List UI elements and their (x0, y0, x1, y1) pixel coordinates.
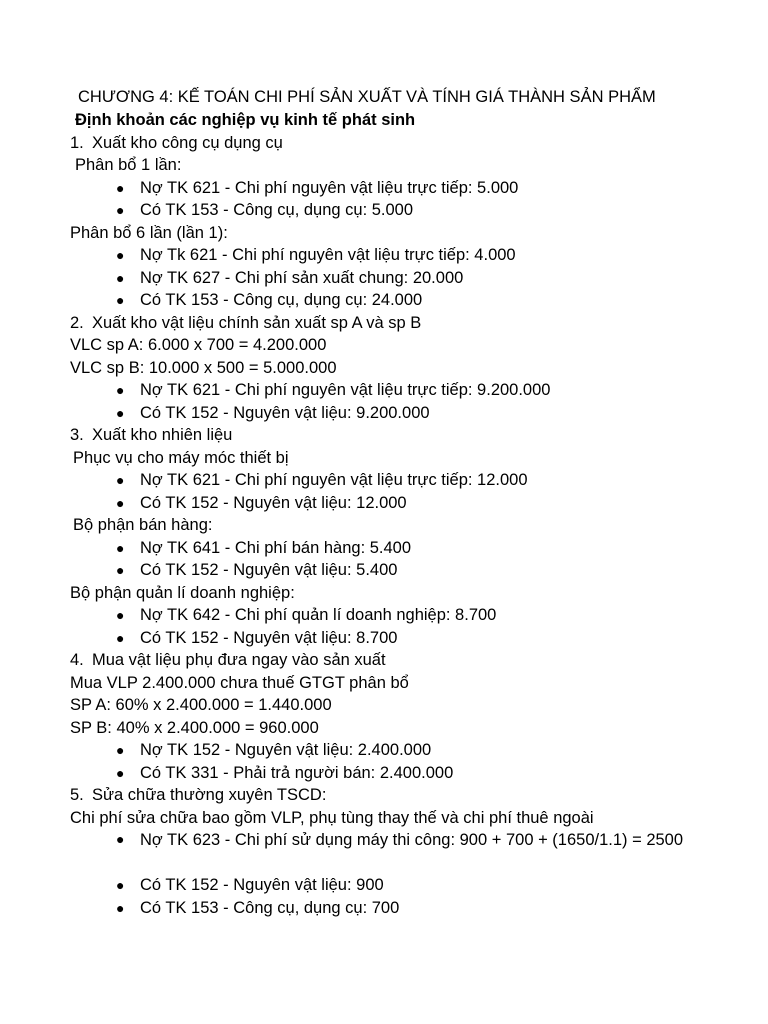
list-item-text: Có TK 153 - Công cụ, dụng cụ: 700 (140, 899, 400, 917)
allocation-label: Phân bổ 6 lần (lần 1): (70, 224, 228, 242)
bullet-icon: ● (116, 742, 125, 758)
list-item-text: Có TK 153 - Công cụ, dụng cụ: 24.000 (140, 291, 423, 309)
list-item-text: Nợ TK 621 - Chi phí nguyên vật liệu trực tiếp: 12.000 (140, 471, 528, 489)
section-2-heading (70, 313, 724, 333)
section-heading-text: Mua vật liệu phụ đưa ngay vào sản xuất (92, 651, 386, 669)
bullet-icon: ● (116, 540, 125, 556)
list-item-text: Có TK 152 - Nguyên vật liệu: 9.200.000 (140, 404, 430, 422)
calculation-line: SP A: 60% x 2.400.000 = 1.440.000 (70, 696, 332, 714)
list-item-text: Có TK 152 - Nguyên vật liệu: 12.000 (140, 494, 407, 512)
list-item-text: Nợ Tk 621 - Chi phí nguyên vật liệu trực tiếp: 4.000 (140, 246, 516, 264)
calculation-line: VLC sp A: 6.000 x 700 = 4.200.000 (70, 336, 327, 354)
section-5-heading (70, 785, 724, 805)
list-item-text: Nợ TK 623 - Chi phí sử dụng máy thi công: 900 + 700 + (1650/1.1) = 2500 (140, 831, 684, 849)
group-label: Bộ phận bán hàng: (73, 516, 213, 534)
description-line: Chi phí sửa chữa bao gồm VLP, phụ tùng thay thế và chi phí thuê ngoài (70, 809, 594, 827)
section-heading-text: Xuất kho công cụ dụng cụ (92, 134, 283, 152)
bullet-icon: ● (116, 495, 125, 511)
bullet-icon: ● (116, 472, 125, 488)
list-item-text: Nợ TK 627 - Chi phí sản xuất chung: 20.000 (140, 269, 464, 287)
section-subtitle: Định khoản các nghiệp vụ kinh tế phát sinh (75, 111, 416, 129)
bullet-icon: ● (116, 202, 125, 218)
bullet-icon: ● (116, 247, 125, 263)
section-3-heading (70, 425, 724, 445)
calculation-line: SP B: 40% x 2.400.000 = 960.000 (70, 719, 319, 737)
section-heading-text: Xuất kho vật liệu chính sản xuất sp A và sp B (92, 314, 422, 332)
list-item-text: Nợ TK 642 - Chi phí quản lí doanh nghiệp: 8.700 (140, 606, 497, 624)
list-item-text: Nợ TK 621 - Chi phí nguyên vật liệu trực tiếp: 9.200.000 (140, 381, 551, 399)
list-item-text: Nợ TK 641 - Chi phí bán hàng: 5.400 (140, 539, 412, 557)
bullet-icon: ● (116, 382, 125, 398)
bullet-icon: ● (116, 607, 125, 623)
list-item (116, 829, 724, 873)
list-item-text: Có TK 331 - Phải trả người bán: 2.400.000 (140, 764, 454, 782)
section-4-heading (70, 650, 724, 670)
bullet-icon: ● (116, 765, 125, 781)
section-heading-text: Xuất kho nhiên liệu (92, 426, 233, 444)
allocation-label: Phân bổ 1 lần: (75, 156, 182, 174)
bullet-icon: ● (116, 630, 125, 646)
chapter-title: CHƯƠNG 4: KẾ TOÁN CHI PHÍ SẢN XUẤT VÀ TÍNH GIÁ THÀNH SẢN PHẨM (78, 88, 656, 106)
list-item-text: Có TK 152 - Nguyên vật liệu: 900 (140, 876, 384, 894)
calculation-line: Mua VLP 2.400.000 chưa thuế GTGT phân bổ (70, 674, 409, 692)
group-label: Phục vụ cho máy móc thiết bị (73, 449, 289, 467)
section-number: 5. (70, 786, 84, 804)
list-item-text: Có TK 153 - Công cụ, dụng cụ: 5.000 (140, 201, 414, 219)
list-item-text: Nợ TK 152 - Nguyên vật liệu: 2.400.000 (140, 741, 432, 759)
group-label: Bộ phận quản lí doanh nghiệp: (70, 584, 295, 602)
bullet-icon: ● (116, 900, 125, 916)
list-item-text: Nợ TK 621 - Chi phí nguyên vật liệu trực tiếp: 5.000 (140, 179, 519, 197)
section-number: 4. (70, 651, 84, 669)
section-heading-text: Sửa chữa thường xuyên TSCD: (92, 786, 327, 804)
section-number: 2. (70, 314, 84, 332)
bullet-icon: ● (116, 877, 125, 893)
list-item-text: Có TK 152 - Nguyên vật liệu: 5.400 (140, 561, 398, 579)
calculation-line: VLC sp B: 10.000 x 500 = 5.000.000 (70, 359, 337, 377)
section-number: 1. (70, 134, 84, 152)
bullet-icon: ● (116, 180, 125, 196)
section-1-heading (70, 133, 724, 153)
bullet-icon: ● (116, 292, 125, 308)
section-number: 3. (70, 426, 84, 444)
bullet-icon: ● (116, 405, 125, 421)
bullet-icon: ● (116, 831, 125, 847)
list-item-text: Có TK 152 - Nguyên vật liệu: 8.700 (140, 629, 398, 647)
bullet-icon: ● (116, 270, 125, 286)
bullet-icon: ● (116, 562, 125, 578)
